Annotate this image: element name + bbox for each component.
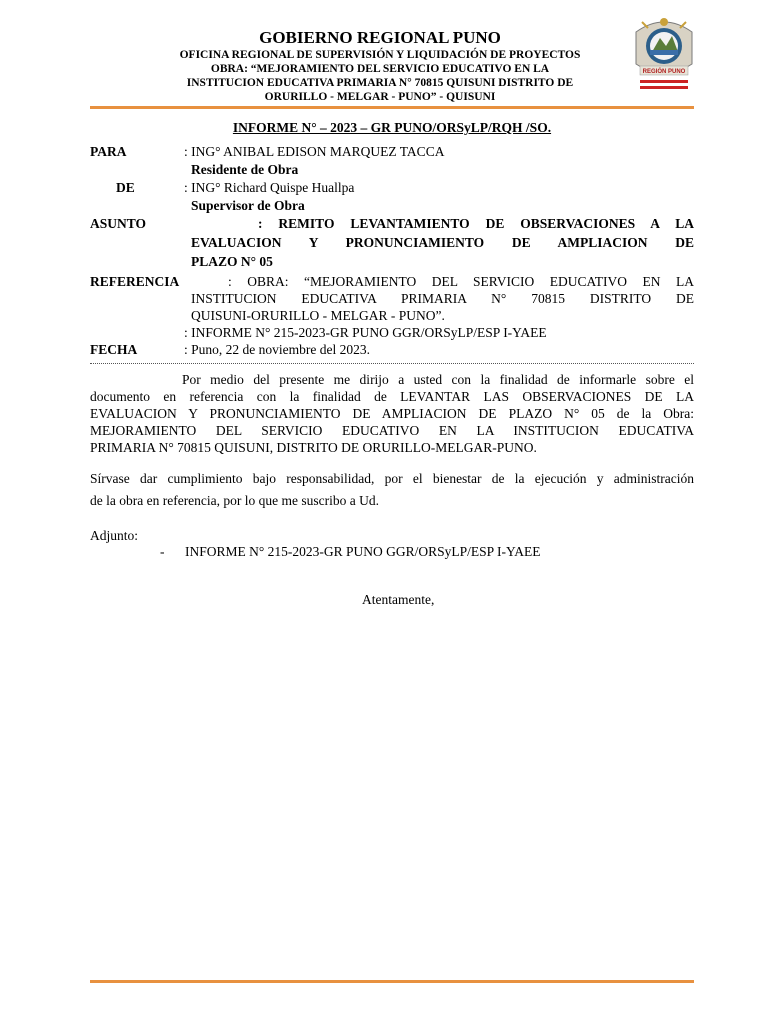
- informe-title: INFORME N° – 2023 – GR PUNO/ORSyLP/RQH /SO.: [232, 120, 552, 135]
- body-p1-line1: Por medio del presente me dirijo a usted con la finalidad de informarle sobre el: [182, 372, 694, 387]
- body-p2-line1: Sírvase dar cumplimiento bajo responsabilidad, por el bienestar de la ejecución y administración: [90, 471, 694, 486]
- adjunto-item: INFORME N° 215-2023-GR PUNO GGR/ORSyLP/ESP I-YAEE: [185, 544, 541, 559]
- referencia-line4: : INFORME N° 215-2023-GR PUNO GGR/ORSyLP/ESP I-YAEE: [184, 325, 547, 340]
- de-label: DE: [116, 180, 135, 195]
- para-label: PARA: [90, 144, 127, 159]
- adjunto-bullet: -: [160, 544, 165, 559]
- fecha-value: : Puno, 22 de noviembre del 2023.: [184, 342, 370, 357]
- para-name: : ING° ANIBAL EDISON MARQUEZ TACCA: [184, 144, 445, 159]
- body-p1-line5: PRIMARIA N° 70815 QUISUNI, DISTRITO DE ORURILLO-MELGAR-PUNO.: [90, 440, 537, 455]
- header-project-line3: ORURILLO - MELGAR - PUNO” - QUISUNI: [264, 91, 496, 103]
- region-puno-seal-icon: [628, 14, 700, 92]
- fecha-label: FECHA: [90, 342, 138, 357]
- seal-label: REGIÓN PUNO: [642, 69, 686, 75]
- header-project-line1: OBRA: “MEJORAMIENTO DEL SERVICIO EDUCATIVO EN LA: [210, 63, 550, 75]
- header-title: GOBIERNO REGIONAL PUNO: [259, 28, 501, 47]
- body-p1-line3: EVALUACION Y PRONUNCIAMIENTO DE AMPLIACION DE PLAZO N° 05 de la Obra:: [90, 406, 694, 421]
- adjunto-label: Adjunto:: [90, 528, 139, 543]
- asunto-label: ASUNTO: [90, 216, 147, 231]
- footer-divider: [90, 980, 694, 983]
- de-name: : ING° Richard Quispe Huallpa: [184, 180, 355, 195]
- header-office: OFICINA REGIONAL DE SUPERVISIÓN Y LIQUIDACIÓN DE PROYECTOS: [179, 49, 581, 61]
- asunto-line1: : REMITO LEVANTAMIENTO DE OBSERVACIONES A LA: [258, 216, 694, 231]
- header-project-line2: INSTITUCION EDUCATIVA PRIMARIA N° 70815 QUISUNI DISTRITO DE: [186, 77, 574, 89]
- referencia-line3: QUISUNI-ORURILLO - MELGAR - PUNO”.: [191, 308, 445, 323]
- body-p1-line2: documento en referencia con la finalidad de LEVANTAR LAS OBSERVACIONES DE LA: [90, 389, 694, 404]
- dotted-divider: [90, 363, 694, 364]
- asunto-line3: PLAZO N° 05: [191, 254, 273, 269]
- asunto-line2: EVALUACION Y PRONUNCIAMIENTO DE AMPLIACION DE: [191, 235, 694, 250]
- closing: Atentamente,: [362, 592, 435, 607]
- header-divider: [90, 106, 694, 109]
- referencia-label: REFERENCIA: [90, 274, 180, 289]
- body-p1-line4: MEJORAMIENTO DEL SERVICIO EDUCATIVO EN LA INSTITUCION EDUCATIVA: [90, 423, 694, 438]
- para-role: Residente de Obra: [191, 162, 299, 177]
- referencia-line1: : OBRA: “MEJORAMIENTO DEL SERVICIO EDUCATIVO EN LA: [228, 274, 694, 289]
- de-role: Supervisor de Obra: [191, 198, 305, 213]
- referencia-line2: INSTITUCION EDUCATIVA PRIMARIA N° 70815 DISTRITO DE: [191, 291, 694, 306]
- body-p2-line2: de la obra en referencia, por lo que me suscribo a Ud.: [90, 493, 380, 508]
